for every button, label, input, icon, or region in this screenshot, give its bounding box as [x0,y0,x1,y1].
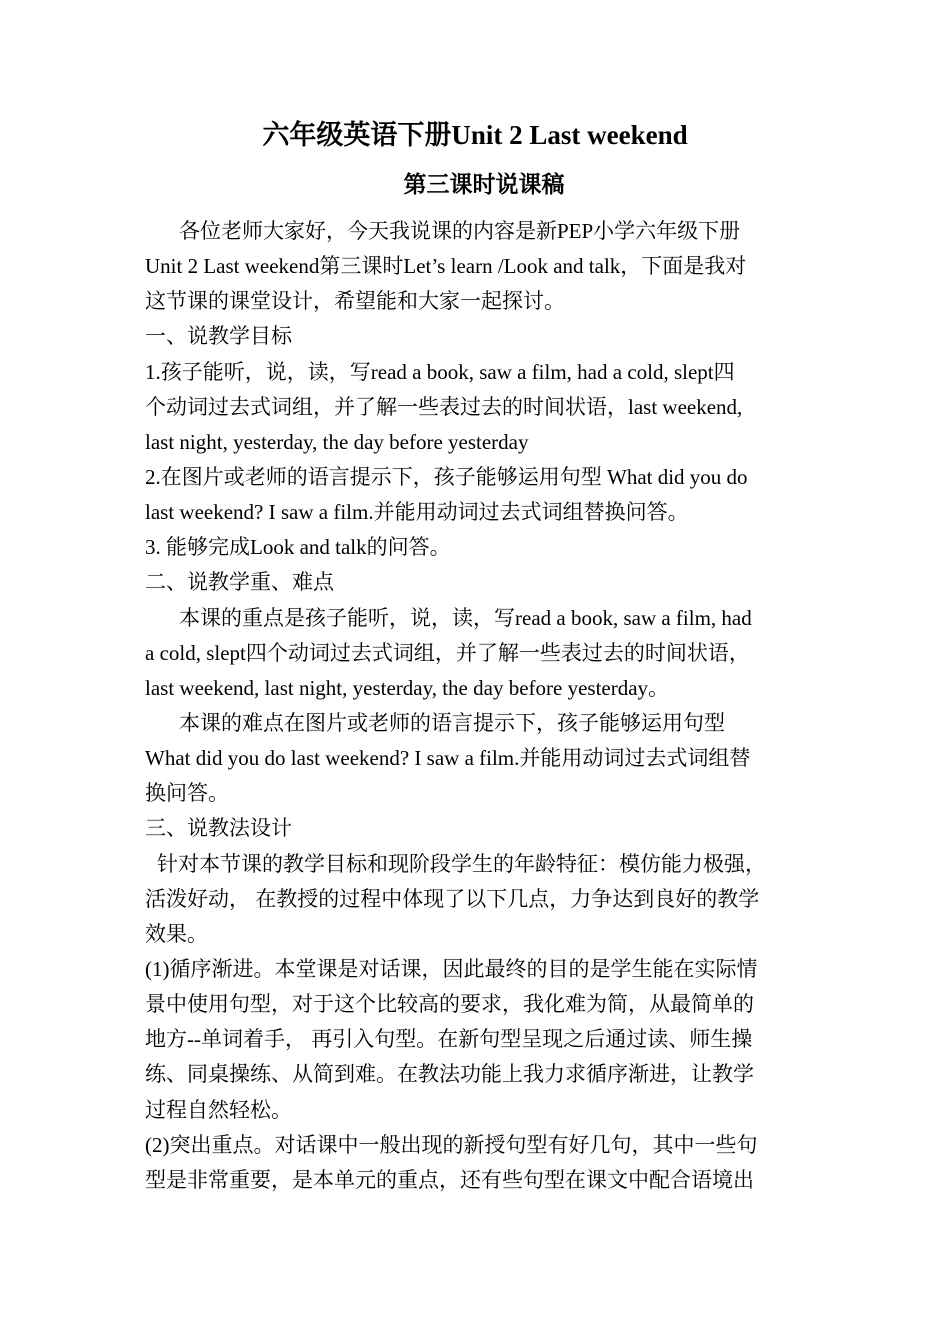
section-heading: 二、说教学重、难点 [145,570,334,595]
paragraph-line: 地方--单词着手， 再引入句型。在新句型呈现之后通过读、师生操 [145,1027,753,1052]
paragraph-line: 效果。 [145,921,208,946]
paragraph-line: 2.在图片或老师的语言提示下，孩子能够运用句型 What did you do [145,464,748,489]
paragraph-line: 过程自然轻松。 [145,1097,292,1122]
document-subtitle: 第三课时说课稿 [403,172,565,197]
paragraph-line: 活泼好动， 在教授的过程中体现了以下几点，力争达到良好的教学 [145,886,760,911]
paragraph-line: 本课的重点是孩子能听，说，读，写read a book, saw a film, had [179,605,752,630]
paragraph-line: a cold, slept四个动词过去式词组，并了解一些表过去的时间状语， [145,640,750,665]
paragraph-line: 各位老师大家好，今天我说课的内容是新PEP小学六年级下册 [179,219,741,243]
paragraph-line: last night, yesterday, the day before yesterday [145,429,529,454]
paragraph-line: 本课的难点在图片或老师的语言提示下，孩子能够运用句型 [179,710,725,735]
section-heading: 三、说教法设计 [145,816,292,841]
paragraph-line: 1.孩子能听，说，读，写read a book, saw a film, had a cold, slept四 [145,359,735,384]
document-body [145,214,810,1198]
paragraph-line: 3. 能够完成Look and talk的问答。 [145,535,451,560]
paragraph-line: What did you do last weekend? I saw a film.并能用动词过去式词组替 [145,746,751,771]
paragraph-line: 型是非常重要，是本单元的重点，还有些句型在课文中配合语境出 [145,1167,754,1192]
paragraph-line: 针对本节课的教学目标和现阶段学生的年龄特征：模仿能力极强， [157,851,766,876]
paragraph-line: 景中使用句型，对于这个比较高的要求，我化难为简，从最简单的 [145,992,754,1017]
document-title: 六年级英语下册Unit 2 Last weekend [262,120,688,150]
paragraph-line: 个动词过去式词组，并了解一些表过去的时间状语，last weekend, [145,394,743,419]
paragraph-line: (1)循序渐进。本堂课是对话课，因此最终的目的是学生能在实际情 [145,956,758,981]
paragraph-line: (2)突出重点。对话课中一般出现的新授句型有好几句，其中一些句 [145,1132,758,1157]
paragraph-line: last weekend, last night, yesterday, the day before yesterday。 [145,675,670,700]
paragraph-line: 这节课的课堂设计，希望能和大家一起探讨。 [145,289,565,314]
paragraph-line: 练、同桌操练、从简到难。在教法功能上我力求循序渐进，让教学 [145,1062,754,1087]
paragraph-line: last weekend? I saw a film.并能用动词过去式词组替换问答。 [145,500,689,525]
section-heading: 一、说教学目标 [145,324,292,349]
paragraph-line: 换问答。 [145,781,229,806]
paragraph-line: Unit 2 Last weekend第三课时Let’s learn /Look and talk，下面是我对 [145,254,747,279]
